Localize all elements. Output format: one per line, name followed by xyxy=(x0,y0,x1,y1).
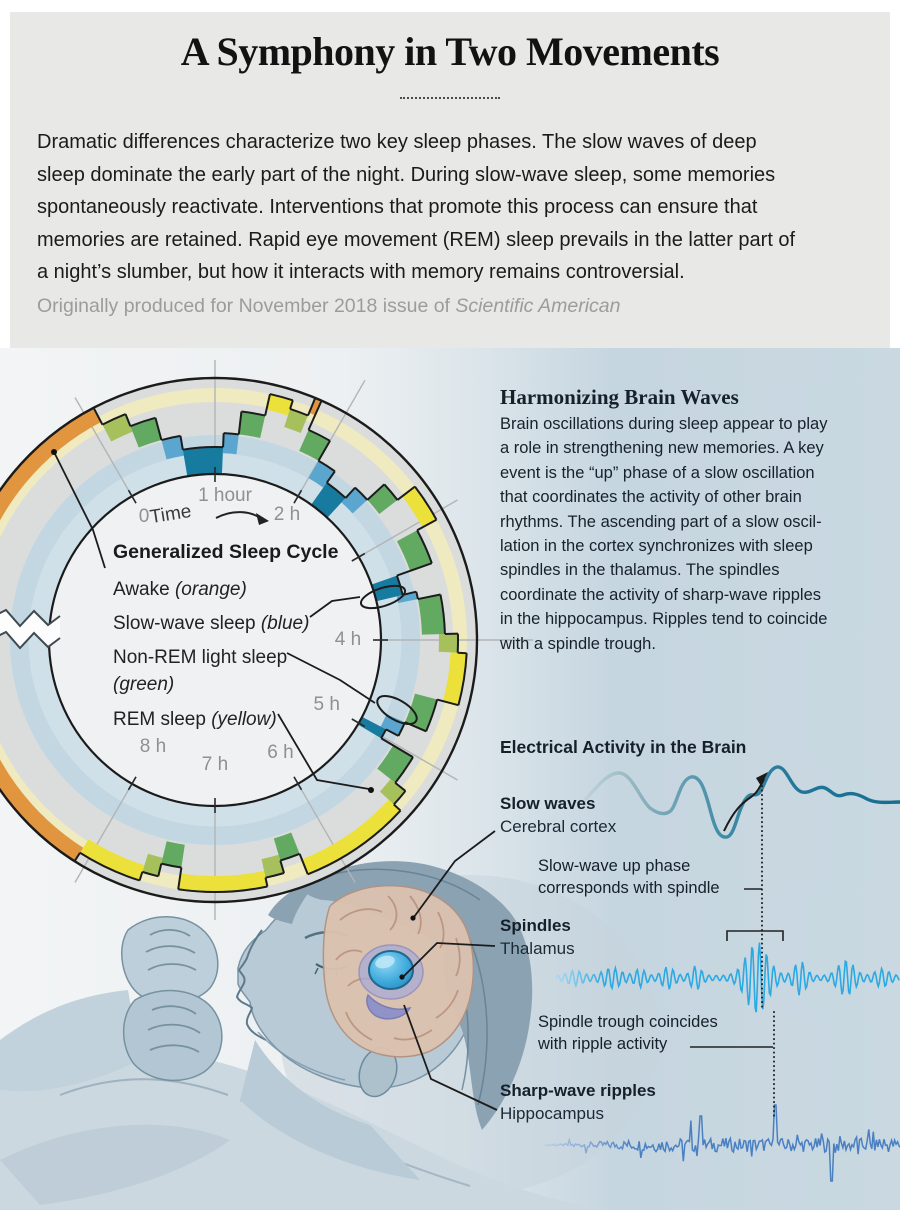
legend-item-0: Awake (orange) xyxy=(113,579,247,600)
credit-line xyxy=(37,295,620,318)
hour-label-6: 6 h xyxy=(267,742,294,764)
hour-label-5: 5 h xyxy=(313,693,340,715)
electrical-activity-heading: Electrical Activity in the Brain xyxy=(500,737,747,757)
leader-dot xyxy=(399,974,404,979)
stage-segment-light_n1 xyxy=(439,634,458,653)
harmonizing-heading: Harmonizing Brain Waves xyxy=(500,385,739,409)
sharp-wave-ripples-label: Sharp-wave ripples xyxy=(500,1081,656,1100)
annotation-slow-wave-up-phase: Slow-wave up phase corresponds with spindle xyxy=(538,857,720,897)
credit-text: Originally produced for November 2018 issue of xyxy=(37,295,456,317)
step-outline xyxy=(224,433,239,434)
slow-waves-label: Slow waves xyxy=(500,794,596,813)
intro-paragraph: Dramatic differences characterize two key sleep phases. The slow waves of deep sleep dominate the early part of the night. During slow-wave sleep, some memories spontaneously reactivate. Interventions that promote this process can ensure that memories are retained. Rapid eye movement (REM) sleep prevails in the latter part of a night’s slumber, but how it interacts with memory remains controversial. xyxy=(37,131,796,283)
hand-shape xyxy=(124,991,222,1081)
stage-segment-sws xyxy=(223,433,239,454)
hippocampus-label: Hippocampus xyxy=(500,1104,604,1123)
brain-illustration xyxy=(323,886,473,1057)
stage-segment-sws_deep xyxy=(183,447,223,476)
leader-dot xyxy=(51,449,57,455)
hour-label-1: 1 hour xyxy=(198,485,252,506)
annotation-spindle-trough: Spindle trough coincides with ripple activity xyxy=(538,1013,718,1053)
thalamus-label: Thalamus xyxy=(500,939,575,958)
legend-item-3: REM sleep (yellow) xyxy=(113,709,277,730)
harmonizing-body: Brain oscillations during sleep appear to play a role in strengthening new memories. A key event is the “up” phase of a slow oscillation that coordinates the activity of other brain rhythms. The ascending part of a slow oscil- lation in the cortex synchronizes with sleep spindles in the thalamus. The spindles coordinate the activity of sharp-wave ripples in the hippocampus. Ripples tend to coincide with a spindle trough. xyxy=(500,415,828,653)
hour-label-0: 0 xyxy=(138,506,150,528)
spindles-label: Spindles xyxy=(500,916,571,935)
legend-item-2: Non-REM light sleep (green) xyxy=(113,647,288,695)
cerebral-cortex-label: Cerebral cortex xyxy=(500,817,617,836)
cycle-heading: Generalized Sleep Cycle xyxy=(113,541,339,563)
hour-label-2: 2 h xyxy=(273,504,301,526)
legend-item-1: Slow-wave sleep (blue) xyxy=(113,613,310,634)
leader-dot xyxy=(368,787,374,793)
hour-label-8: 8 h xyxy=(139,736,167,758)
credit-publication: Scientific American xyxy=(455,295,621,317)
page-title: A Symphony in Two Movements xyxy=(180,29,720,74)
hour-label-4: 4 h xyxy=(334,629,362,650)
time-label: Time xyxy=(148,500,193,529)
hour-label-7: 7 h xyxy=(201,754,229,775)
step-connector xyxy=(223,433,224,447)
leader-dot xyxy=(410,915,415,920)
dotted-divider xyxy=(400,97,500,99)
